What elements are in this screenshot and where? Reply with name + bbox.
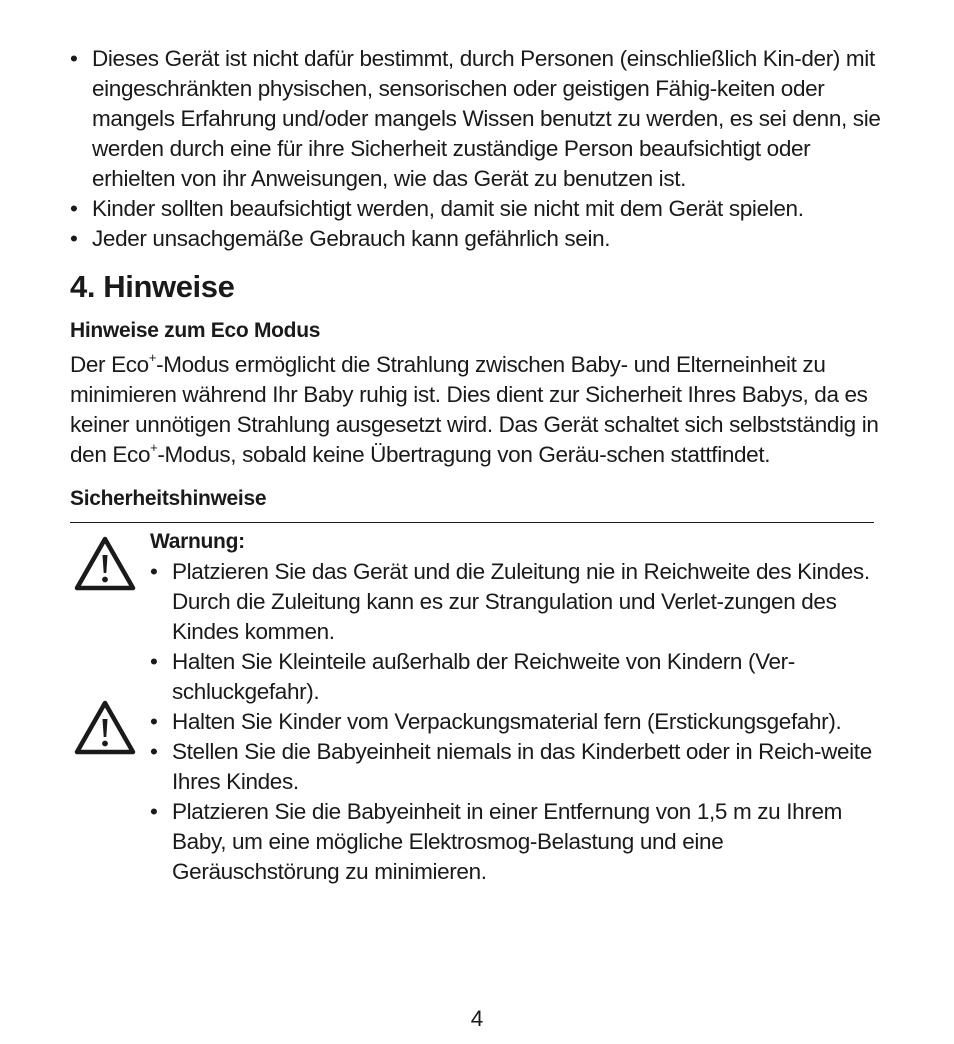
list-item: • Kinder sollten beaufsichtigt werden, damit sie nicht mit dem Gerät spielen. — [70, 194, 890, 224]
eco-paragraph — [70, 350, 890, 470]
superscript-plus: + — [148, 349, 157, 365]
warning-label: Warnung: — [150, 530, 245, 553]
list-item: • Dieses Gerät ist nicht dafür bestimmt, durch Personen (einschließlich Kin-der) mit eingeschränkten physischen, sensorischen oder geistigen Fähig-keiten oder mangels Erfahrung und/oder mangels Wissen benutzt zu werden, es sei denn, sie werden durch eine für ihre Sicherheit zuständige Person beaufsichtigt oder erhielten von ihr Anweisungen, wie das Gerät zu benutzen ist. — [70, 44, 890, 194]
eco-text-part: -Modus ermöglicht die Strahlung zwischen Baby- und Elterneinheit zu minimieren während Ihr Baby ruhig ist. Dies dient zur Sicherheit Ihres Babys, da es keiner unnötigen Strahlung ausgesetzt wird. Das Gerät schaltet sich selbstständig in den Eco — [70, 352, 879, 467]
divider — [70, 522, 874, 523]
safety-heading: Sicherheitshinweise — [70, 487, 267, 510]
section-title: 4. Hinweise — [70, 269, 235, 304]
list-item: • Jeder unsachgemäße Gebrauch kann gefährlich sein. — [70, 224, 890, 254]
document-page — [70, 44, 890, 887]
superscript-plus: + — [150, 439, 158, 455]
list-item: • Stellen Sie die Babyeinheit niemals in das Kinderbett oder in Reich-weite Ihres Kindes. — [150, 737, 890, 797]
list-item: • Halten Sie Kleinteile außerhalb der Reichweite von Kindern (Ver-schluckgefahr). — [150, 647, 890, 707]
list-item: • Halten Sie Kinder vom Verpackungsmaterial fern (Erstickungsgefahr). — [150, 707, 890, 737]
warning-bullet-list — [150, 557, 890, 887]
eco-heading: Hinweise zum Eco Modus — [70, 319, 321, 342]
eco-text-part: Der Eco — [70, 352, 149, 377]
list-item: • Platzieren Sie das Gerät und die Zuleitung nie in Reichweite des Kindes. Durch die Zuleitung kann es zur Strangulation und Verlet-zungen des Kindes kommen. — [150, 557, 890, 647]
page-number: 4 — [470, 1006, 484, 1031]
list-item: • Platzieren Sie die Babyeinheit in einer Entfernung von 1,5 m zu Ihrem Baby, um eine mögliche Elektrosmog-Belastung und eine Geräuschstörung zu minimieren. — [150, 797, 890, 887]
warning-block — [70, 527, 890, 887]
eco-text-part: -Modus, sobald keine Übertragung von Geräu-schen stattfindet. — [157, 442, 771, 467]
intro-bullet-list — [70, 44, 890, 254]
warning-triangle-icon — [73, 535, 137, 593]
warning-triangle-icon — [73, 699, 137, 757]
